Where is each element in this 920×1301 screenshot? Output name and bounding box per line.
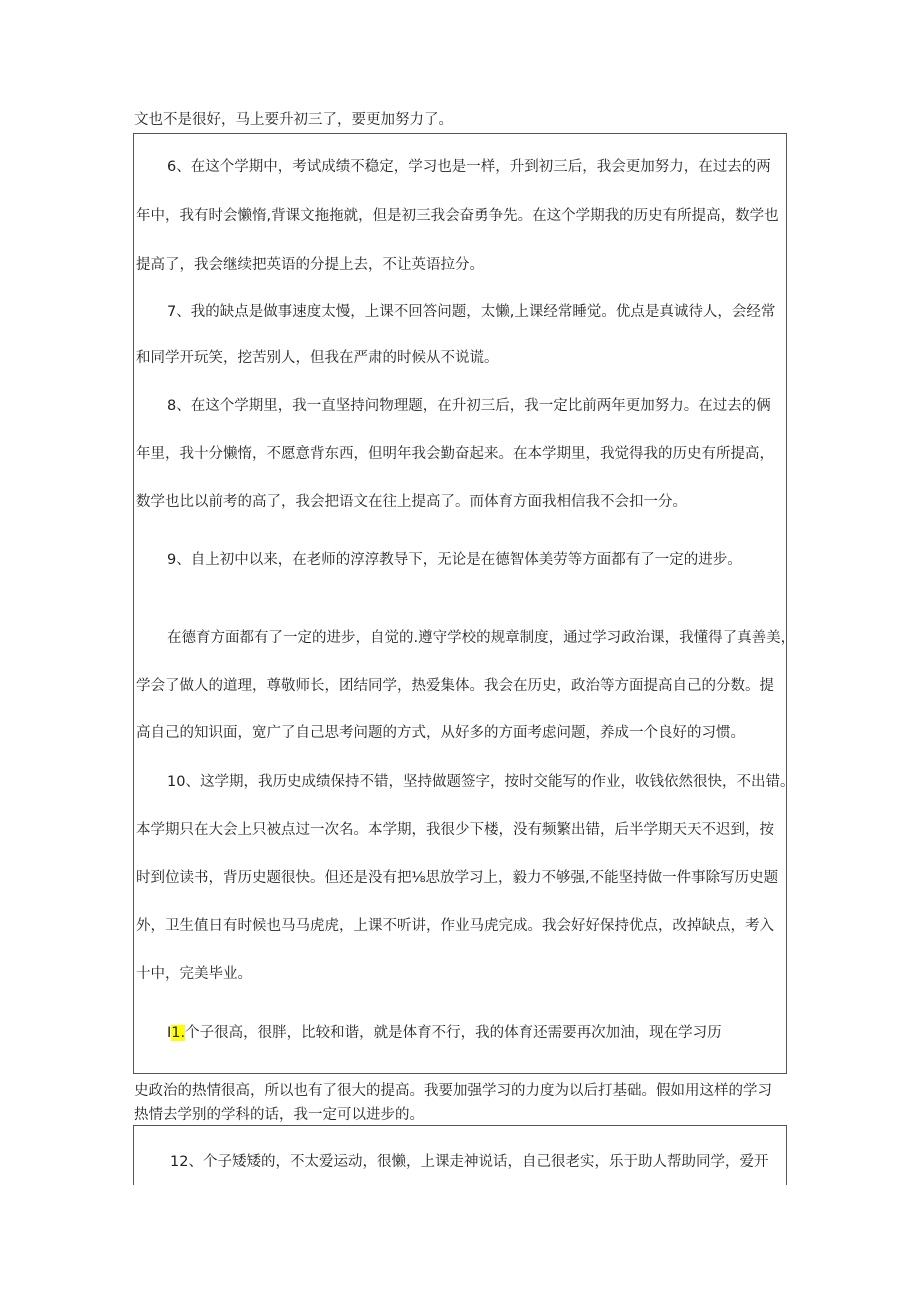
para-11-line-1 <box>167 1023 722 1043</box>
para-8-line-3: 数学也比以前考的高了，我会把语文在往上提高了。而体育方面我相信我不会扣一分。 <box>136 494 687 510</box>
para-10-line-3: 时到位读书，背历史题很快。但还是没有把⅛思放学习上，毅力不够强,不能坚持做一件事除写历史题 <box>136 870 779 886</box>
para-9-line-1: 9、自上初中以来，在老师的淳淳教导下，无论是在德智体美劳等方面都有了一定的进步。 <box>167 552 742 568</box>
highlighted-number: 1. <box>171 1025 186 1041</box>
para-9b-line-3: 高自己的知识面，宽广了自己思考问题的方式，从好多的方面考虑问题，养成一个良好的习惯。 <box>136 725 745 741</box>
para-10-line-2: 本学期只在大会上只被点过一次名。本学期，我很少下楼，没有频繁出错，后半学期天天不迟到，按 <box>136 822 774 838</box>
para-6-line-2: 年中，我有时会懒惰,背课文拖拖就，但是初三我会奋勇争先。在这个学期我的历史有所提高，数学也 <box>136 208 779 224</box>
para-10-line-1: 10、这学期，我历史成绩保持不错，坚持做题签字，按时交能写的作业，收钱依然很快，不出错。 <box>167 774 795 790</box>
para-6-line-3: 提高了，我会继续把英语的分提上去，不让英语拉分。 <box>136 257 484 273</box>
para-11-prefix: I <box>167 1025 172 1041</box>
para-10-line-4: 外，卫生值日有时候也马马虎虎，上课不听讲，作业马虎完成。我会好好保持优点，改掉缺点，考入 <box>136 918 774 934</box>
middle-text-line-1: 史政治的热情很高，所以也有了很大的提高。我要加强学习的力度为以后打基础。假如用这样的学习 <box>134 1083 772 1099</box>
middle-text-line-2: 热情去学别的学科的话，我一定可以进步的。 <box>134 1107 424 1123</box>
para-11-text: 个子很高，很胖，比较和谐，就是体育不行，我的体育还需要再次加油，现在学习历 <box>185 1025 722 1041</box>
para-9b-line-2: 学会了做人的道理，尊敬师长，团结同学，热爱集体。我会在历史，政治等方面提高自己的分数。提 <box>136 678 774 694</box>
para-7-line-2: 和同学开玩笑，挖苦别人，但我在严肃的时候从不说谎。 <box>136 350 499 366</box>
para-7-line-1: 7、我的缺点是做事速度太慢，上课不回答问题，太懒,上课经常睡觉。优点是真诚待人，会经常 <box>167 304 776 320</box>
top-text: 文也不是很好，马上要升初三了，要更加努力了。 <box>134 112 453 128</box>
para-6-line-1: 6、在这个学期中，考试成绩不稳定，学习也是一样，升到初三后，我会更加努力，在过去的两 <box>167 159 771 175</box>
para-9b-line-1: 在德育方面都有了一定的进步，自觉的.遵守学校的规章制度，通过学习政治课，我懂得了真善美， <box>167 630 796 646</box>
para-8-line-2: 年里，我十分懒惰，不愿意背东西，但明年我会勤奋起来。在本学期里，我觉得我的历史有所提高， <box>136 446 774 462</box>
para-12-line-1: 12、个子矮矮的，不太爱运动，很懒，上课走神说话，自己很老实，乐于助人帮助同学，爱开 <box>170 1154 769 1170</box>
para-10-line-5: 十中，完美毕业。 <box>136 966 252 982</box>
para-8-line-1: 8、在这个学期里，我一直坚持问物理题，在升初三后，我一定比前两年更加努力。在过去的俩 <box>167 398 771 414</box>
